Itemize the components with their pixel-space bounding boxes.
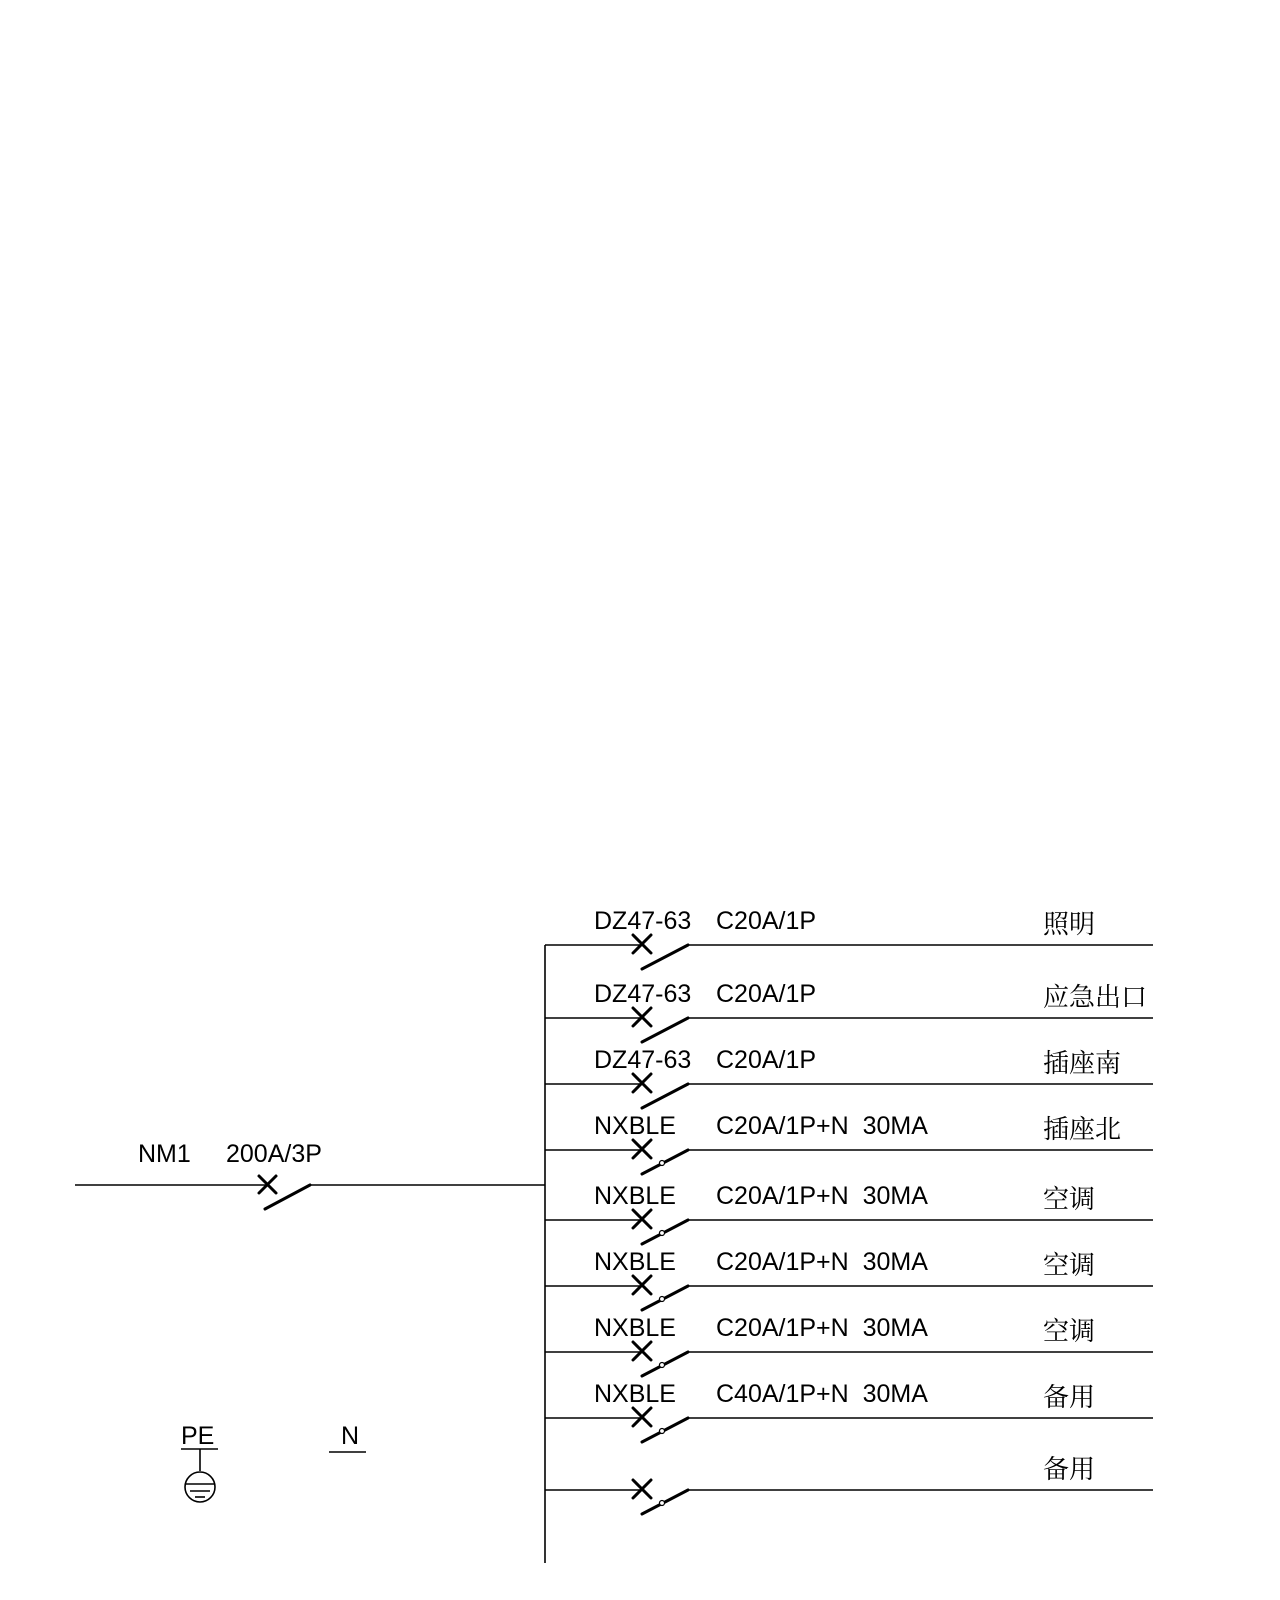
branch-breaker-spec: C20A/1P+N 30MA <box>716 1248 928 1276</box>
branch-circuit-name: 备用 <box>1043 1383 1096 1413</box>
n-legend <box>329 1422 366 1452</box>
branch-breaker-model: DZ47-63 <box>594 907 692 935</box>
branch-breaker-spec: C20A/1P <box>716 907 817 935</box>
branch-circuit-name: 插座北 <box>1043 1115 1122 1145</box>
pe-legend <box>181 1422 218 1502</box>
breaker-contact <box>642 1220 688 1244</box>
branch-circuits <box>545 907 1153 1514</box>
branch-breaker-spec: C20A/1P <box>716 1046 817 1074</box>
branch-breaker-model: NXBLE <box>594 1112 676 1140</box>
branch-row <box>545 1455 1153 1514</box>
pe-label: PE <box>181 1422 215 1450</box>
branch-breaker-model: NXBLE <box>594 1182 676 1210</box>
breaker-contact <box>642 1418 688 1442</box>
branch-row <box>545 907 1153 969</box>
branch-row <box>545 1314 1153 1376</box>
breaker-contact <box>642 1150 688 1174</box>
branch-breaker-model: DZ47-63 <box>594 1046 692 1074</box>
breaker-contact <box>642 1084 688 1108</box>
breaker-contact <box>642 945 688 969</box>
branch-breaker-model: NXBLE <box>594 1380 676 1408</box>
branch-breaker-spec: C40A/1P+N 30MA <box>716 1380 928 1408</box>
branch-row <box>545 1112 1153 1174</box>
branch-row <box>545 1380 1153 1442</box>
main-feeder <box>75 1140 545 1209</box>
rcd-indicator <box>660 1501 665 1506</box>
rcd-indicator <box>660 1363 665 1368</box>
n-label: N <box>341 1422 360 1450</box>
rcd-indicator <box>660 1297 665 1302</box>
branch-breaker-model: NXBLE <box>594 1314 676 1342</box>
branch-circuit-name: 照明 <box>1043 910 1096 940</box>
branch-circuit-name: 空调 <box>1043 1185 1096 1215</box>
branch-breaker-spec: C20A/1P <box>716 980 817 1008</box>
branch-circuit-name: 应急出口 <box>1043 983 1148 1013</box>
breaker-contact <box>642 1490 688 1514</box>
branch-row <box>545 1182 1153 1244</box>
branch-breaker-spec: C20A/1P+N 30MA <box>716 1182 928 1210</box>
branch-row <box>545 1046 1153 1108</box>
breaker-contact <box>642 1286 688 1310</box>
branch-breaker-spec: C20A/1P+N 30MA <box>716 1314 928 1342</box>
rcd-indicator <box>660 1429 665 1434</box>
branch-row <box>545 980 1153 1042</box>
branch-circuit-name: 备用 <box>1043 1455 1096 1485</box>
main-breaker-rating: 200A/3P <box>226 1140 322 1168</box>
branch-breaker-spec: C20A/1P+N 30MA <box>716 1112 928 1140</box>
branch-circuit-name: 空调 <box>1043 1251 1096 1281</box>
main-breaker-model: NM1 <box>138 1140 191 1168</box>
branch-breaker-model: NXBLE <box>594 1248 676 1276</box>
rcd-indicator <box>660 1161 665 1166</box>
branch-circuit-name: 插座南 <box>1043 1049 1122 1079</box>
rcd-indicator <box>660 1231 665 1236</box>
branch-row <box>545 1248 1153 1310</box>
branch-circuit-name: 空调 <box>1043 1317 1096 1347</box>
branch-breaker-model: DZ47-63 <box>594 980 692 1008</box>
breaker-contact <box>642 1018 688 1042</box>
breaker-contact <box>642 1352 688 1376</box>
